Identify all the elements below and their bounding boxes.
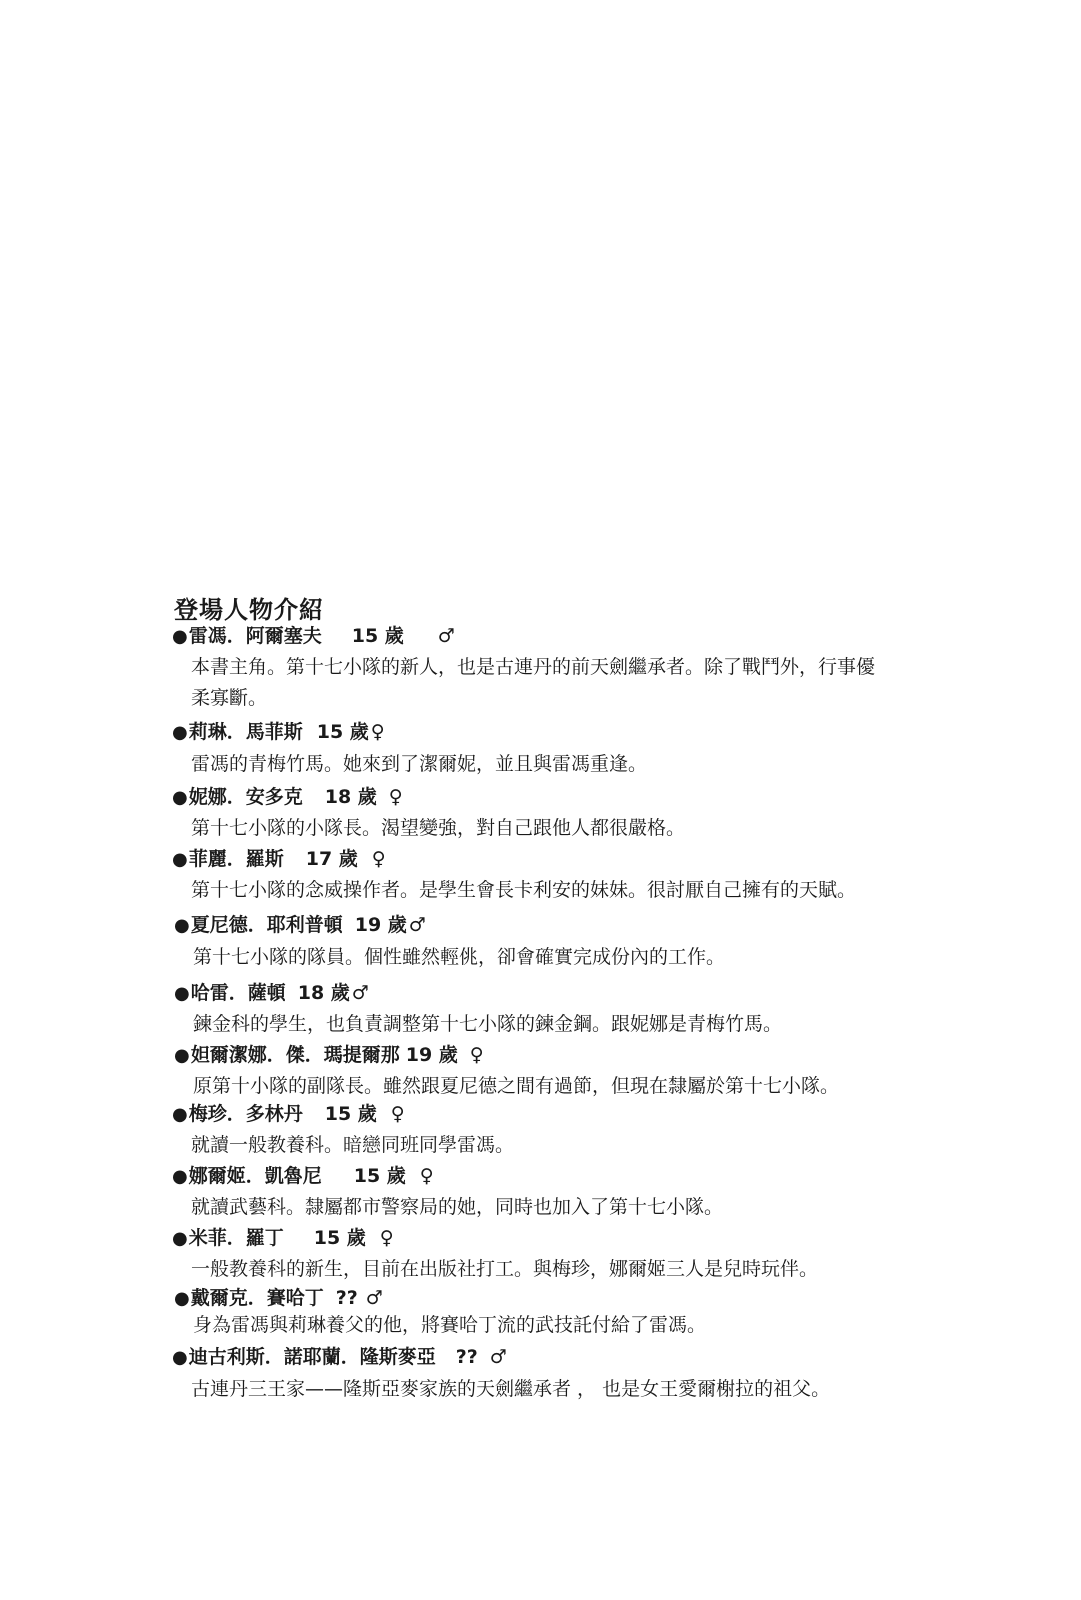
male-icon: ♂ (365, 1287, 383, 1309)
bullet-icon: ● (172, 787, 188, 808)
character-description: 本書主角。第十七小隊的新人，也是古連丹的前天劍繼承者。除了戰鬥外，行事優 (191, 656, 876, 678)
character-age: 19 歲 (405, 1044, 458, 1066)
character-age: 15 歲 (324, 1103, 377, 1125)
character-name: 妲爾潔娜．傑．瑪提爾那 (190, 1044, 400, 1066)
character-age: 15 歲 (313, 1227, 366, 1249)
character-heading (172, 717, 385, 744)
character-heading (174, 1040, 484, 1067)
character-name: 莉琳．馬菲斯 (188, 721, 303, 743)
bullet-icon: ● (172, 1104, 188, 1125)
character-name: 梅珍．多林丹 (188, 1103, 303, 1125)
character-age: 15 歲 (316, 721, 369, 743)
bullet-icon: ● (172, 722, 188, 743)
female-icon: ♀ (390, 1103, 405, 1125)
character-description: 就讀一般教養科。暗戀同班同學雷馮。 (191, 1134, 515, 1156)
character-heading (172, 621, 455, 648)
character-name: 迪古利斯．諾耶蘭．隆斯麥亞 (188, 1346, 436, 1368)
bullet-icon: ● (174, 983, 190, 1004)
character-age: 18 歲 (297, 982, 350, 1004)
character-description: 原第十小隊的副隊長。雖然跟夏尼德之間有過節，但現在隸屬於第十七小隊。 (193, 1075, 840, 1097)
character-heading (172, 782, 403, 809)
female-icon: ♀ (469, 1044, 484, 1066)
character-description: 鍊金科的學生，也負責調整第十七小隊的鍊金鋼。跟妮娜是青梅竹馬。 (193, 1013, 783, 1035)
character-name: 夏尼德．耶利普頓 (190, 914, 343, 936)
page-title: 登場人物介紹 (174, 596, 324, 624)
character-age: 17 歲 (305, 848, 358, 870)
female-icon: ♀ (371, 848, 386, 870)
bullet-icon: ● (172, 1228, 188, 1249)
character-description: 雷馮的青梅竹馬。她來到了潔爾妮，並且與雷馮重逢。 (191, 753, 648, 775)
character-description: 身為雷馮與莉琳養父的他，將賽哈丁流的武技託付給了雷馮。 (193, 1314, 707, 1336)
character-description: 就讀武藝科。隸屬都市警察局的她，同時也加入了第十七小隊。 (191, 1196, 724, 1218)
female-icon: ♀ (370, 721, 385, 743)
character-age: ?? (455, 1346, 478, 1368)
character-age: 18 歲 (324, 786, 377, 808)
female-icon: ♀ (419, 1165, 434, 1187)
character-age: ?? (335, 1287, 358, 1309)
character-heading (174, 1283, 383, 1310)
character-name: 娜爾姬．凱魯尼 (188, 1165, 322, 1187)
character-name: 菲麗．羅斯 (188, 848, 284, 870)
character-name: 戴爾克．賽哈丁 (190, 1287, 324, 1309)
female-icon: ♀ (379, 1227, 394, 1249)
character-heading (174, 910, 426, 937)
bullet-icon: ● (174, 1045, 190, 1066)
bullet-icon: ● (172, 626, 188, 647)
male-icon: ♂ (489, 1346, 507, 1368)
character-description: 柔寡斷。 (191, 687, 268, 709)
character-heading (172, 844, 386, 871)
bullet-icon: ● (172, 849, 188, 870)
bullet-icon: ● (174, 1288, 190, 1309)
character-heading (172, 1161, 434, 1188)
character-description: 第十七小隊的小隊長。渴望變強，對自己跟他人都很嚴格。 (191, 817, 686, 839)
character-heading (172, 1099, 405, 1126)
male-icon: ♂ (437, 625, 455, 647)
character-heading (172, 1223, 394, 1250)
character-name: 米菲．羅丁 (188, 1227, 284, 1249)
male-icon: ♂ (351, 982, 369, 1004)
character-age: 19 歲 (354, 914, 407, 936)
character-description: 古連丹三王家——隆斯亞麥家族的天劍繼承者 ， 也是女王愛爾榭拉的祖父。 (191, 1378, 831, 1400)
character-name: 哈雷．薩頓 (190, 982, 286, 1004)
bullet-icon: ● (172, 1166, 188, 1187)
character-heading (172, 1342, 507, 1369)
character-age: 15 歲 (353, 1165, 406, 1187)
bullet-icon: ● (172, 1347, 188, 1368)
character-description: 第十七小隊的念威操作者。是學生會長卡利安的妹妹。很討厭自己擁有的天賦。 (191, 879, 857, 901)
bullet-icon: ● (174, 915, 190, 936)
male-icon: ♂ (408, 914, 426, 936)
female-icon: ♀ (388, 786, 403, 808)
character-age: 15 歲 (351, 625, 404, 647)
character-name: 妮娜．安多克 (188, 786, 303, 808)
character-heading (174, 978, 369, 1005)
character-description: 第十七小隊的隊員。個性雖然輕佻，卻會確實完成份內的工作。 (193, 946, 726, 968)
character-name: 雷馮．阿爾塞夫 (188, 625, 322, 647)
character-description: 一般教養科的新生，目前在出版社打工。與梅珍，娜爾姬三人是兒時玩伴。 (191, 1258, 819, 1280)
